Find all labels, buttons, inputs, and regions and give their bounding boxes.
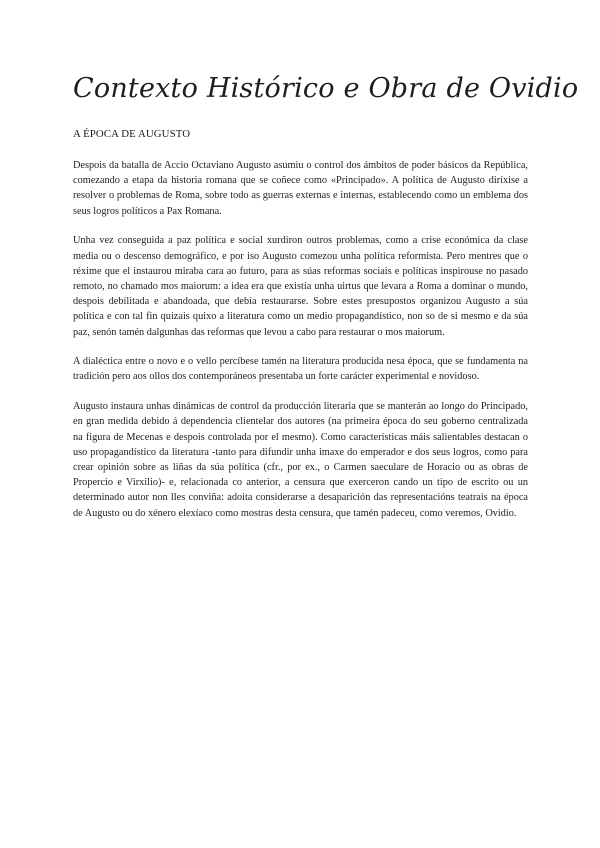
document-body bbox=[73, 128, 528, 535]
paragraph: Unha vez conseguida a paz política e social xurdiron outros problemas, como a crise económica da clase media ou o descenso demográfico, e por iso Augusto comezou unha política reformista. Pero mentres que o réxime que el instaurou miraba cara ao futuro, para as súas reformas sociais e políticas inspirouse no pasado remoto, no chamado mos maiorum: a idea era que existía unha uirtus que levara a Roma a dominar o mundo, despois debilitada e abandoada, que debía restaurarse. Sobre estes presupostos organizou Augusto a súa política e con tal fin quizais quixo a literatura como un medio propagandístico, non so de si mesmo e da súa paz, senón tamén dalgunhas das reformas que levou a cabo para restaurar o mos maiorum. bbox=[73, 235, 528, 338]
paragraph: Augusto instaura unhas dinámicas de control da producción literaria que se manterán ao longo do Principado, en gran medida debido á dependencia clientelar dos autores (na primeira época do seu goberno centralizada na figura de Mecenas e despois controlada por el mesmo). Como características máis salientables destacan o uso propagandístico da literatura -tanto para difundir unha imaxe do emperador e dos seus logros, como para crear opinión sobre as liñas da súa política (cfr., por ex., o Carmen saeculare de Horacio ou as obras de Propercio e Virxilio)- e, relacionada co anterior, a censura que exerceron cando un tipo de escrito ou un determinado autor non lles conviña: adoita considerarse a desaparición das representacións teatrais na época de Augusto ou do xénero elexíaco como mostras desta censura, que tamén padeceu, como veremos, Ovidio. bbox=[73, 401, 528, 519]
document-title: Contexto Histórico e Obra de Ovidio bbox=[73, 73, 579, 104]
paragraph: Despois da batalla de Accio Octaviano Augusto asumiu o control dos ámbitos de poder básicos da República, comezando a etapa da historia romana que se coñece como «Principado». A política de Augusto diríxise a resolver o problemas de Roma, sobre todo as guerras externas e internas, establecendo como un emblema dos seus logros políticos a Pax Romana. bbox=[73, 160, 528, 217]
section-heading: A ÉPOCA DE AUGUSTO bbox=[73, 128, 191, 140]
paragraph: A dialéctica entre o novo e o vello percíbese tamén na literatura producida nesa época, que se fundamenta na tradición pero aos ollos dos contemporáneos presentaba un forte carácter experimental e novidoso. bbox=[73, 356, 528, 383]
